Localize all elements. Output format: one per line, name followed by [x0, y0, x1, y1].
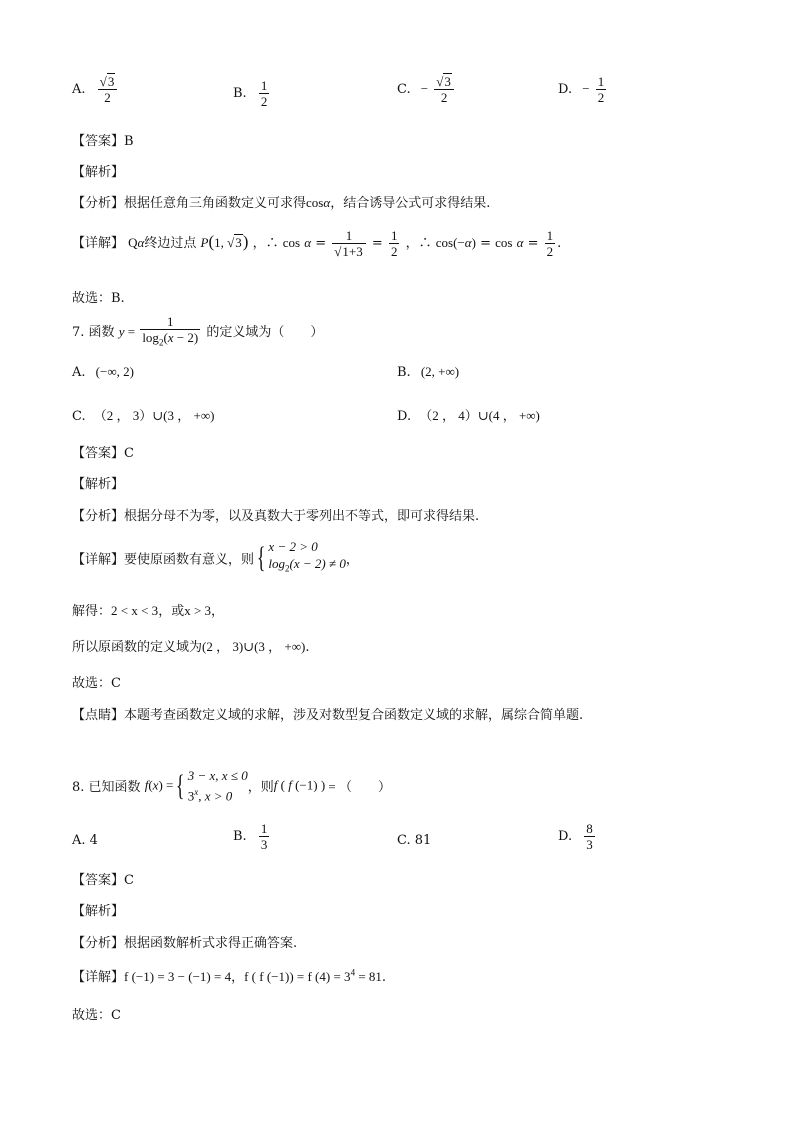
fraction-1-over-log: $\frac{1}{\log_2(x - 2)}$ [142, 314, 199, 348]
fraction-sqrt3-over-2: $\frac{√3}{2}$ [434, 74, 454, 105]
q8-stem: 8. 已知函数 f(x) ={ 3 − x, x ≤ 0 3$^x$, x > 0 ，则f ( f (−1) ) = （ ） [72, 768, 391, 804]
q6-analysis: 【分析】根据任意角三角函数定义可求得cosα，结合诱导公式可求得结果. [72, 195, 491, 211]
q8-analysis: 【分析】根据函数解析式求得正确答案. [72, 936, 298, 951]
q6-answer: 【答案】B [72, 134, 134, 149]
q7-stem: 7. 函数 y = $\frac{1}{\log_2(x - 2)}$ 的定义域为（ ） [72, 314, 323, 351]
q6-option-b: B. $\frac{1}{2}$ [233, 78, 268, 109]
q7-analysis: 【分析】根据分母不为零，以及真数大于零列出不等式，即可求得结果. [72, 509, 480, 524]
q7-option-d: D. （2 ， 4）∪(4 ， +∞) [397, 408, 540, 424]
q7-option-a: A. (−∞, 2) [72, 364, 134, 380]
q8-choice: 故选：C [72, 1008, 121, 1023]
q7-option-c: C. （2 ， 3）∪(3 ， +∞) [72, 408, 215, 424]
q7-domain: 所以原函数的定义域为(2 ， 3)∪(3 ， +∞). [72, 639, 310, 655]
q7-remark: 【点睛】本题考查函数定义域的求解，涉及对数型复合函数定义域的求解，属综合简单题. [72, 708, 584, 723]
q7-detail: 【详解】要使原函数有意义，则{ x − 2 > 0 $\log_2(x - 2) \ne 0$ ， [72, 538, 359, 578]
fraction-1-over-2: $\frac{1}{2}$ [597, 74, 605, 105]
q7-solve: 解得：2 < x < 3，或x > 3， [72, 603, 225, 619]
fraction-1-over-sqrt-1-plus-3: $\frac{1}{√1+3}$ [332, 228, 365, 259]
fraction-sqrt3-over-2: $\frac{√3}{2}$ [98, 74, 118, 105]
q8-option-d: D. $\frac{8}{3}$ [558, 821, 593, 852]
q8-jiexi-heading: 【解析】 [72, 904, 125, 919]
q6-option-d: D. − $\frac{1}{2}$ [558, 74, 605, 105]
q7-option-b: B. (2, +∞) [397, 364, 460, 380]
fraction-8-over-3: $\frac{8}{3}$ [586, 821, 593, 852]
inequality-system: x − 2 > 0 $\log_2(x - 2) \ne 0$ [268, 539, 346, 574]
q6-choice: 故选：B. [72, 291, 125, 306]
piecewise-definition: 3 − x, x ≤ 0 3$^x$, x > 0 [187, 768, 248, 804]
q6-detail: 【详解】 Qα终边过点 P(1, √3) ，∴ cos α = $\frac{1}{√1+3}$ = $\frac{1}{2}$ ，∴ cos(−α) = cos α = $\frac{1}{2}$ . [72, 228, 562, 259]
q8-option-c: C. 81 [397, 833, 432, 848]
q6-jiexi-heading: 【解析】 [72, 165, 125, 180]
q7-jiexi-heading: 【解析】 [72, 477, 125, 492]
q6-option-a: A. $\frac{√3}{2}$ [72, 74, 119, 105]
q6-option-c: C. − $\frac{√3}{2}$ [397, 74, 456, 105]
q7-choice: 故选：C [72, 676, 121, 691]
fraction-1-over-2: $\frac{1}{2}$ [260, 78, 268, 109]
q8-option-b: B. $\frac{1}{3}$ [233, 821, 268, 852]
q8-detail: 【详解】f (−1) = 3 − (−1) = 4，f ( f (−1)) = f $(4) = 3^4 = 81$. [72, 967, 387, 985]
fraction-1-over-3: $\frac{1}{3}$ [260, 821, 268, 852]
fraction-1-over-2: $\frac{1}{2}$ [390, 228, 398, 259]
q7-answer: 【答案】C [72, 446, 134, 461]
fraction-1-over-2: $\frac{1}{2}$ [546, 228, 554, 259]
q8-option-a: A. 4 [72, 833, 98, 848]
q8-answer: 【答案】C [72, 873, 134, 888]
